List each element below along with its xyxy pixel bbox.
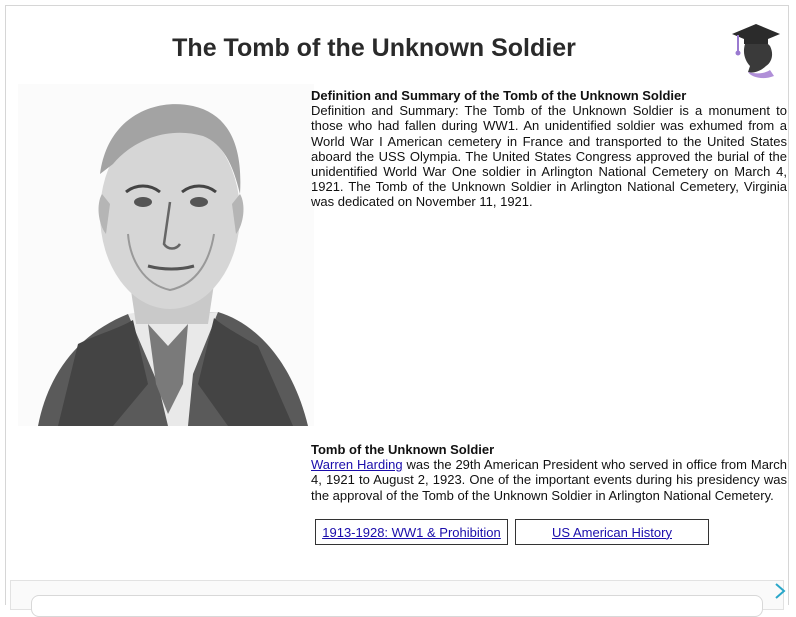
ad-choices-icon[interactable]: [774, 582, 786, 600]
ad-banner[interactable]: [10, 580, 784, 610]
harding-section: [311, 442, 787, 503]
harding-text: was the 29th American President who served in office from March 4, 1921 to August 2, 1923. One of the important events during his presidency was the approval of the Tomb of the Unknown Soldier in Arlington National Cemetery.: [311, 457, 787, 503]
us-american-history-label: US American History: [552, 524, 672, 540]
warren-harding-portrait: [18, 84, 314, 426]
page-title: The Tomb of the Unknown Soldier: [172, 34, 576, 62]
harding-heading: Tomb of the Unknown Soldier: [311, 442, 495, 457]
ad-content[interactable]: [31, 595, 763, 617]
warren-harding-link[interactable]: Warren Harding: [311, 457, 403, 473]
definition-heading: Definition and Summary of the Tomb of the Unknown Soldier: [311, 88, 687, 103]
us-american-history-button[interactable]: [515, 519, 709, 545]
definition-text: Definition and Summary: The Tomb of the Unknown Soldier is a monument to those who had fallen during WW1. An unidentified soldier was exhumed from a World War I American cemetery in France and transported to the United States aboard the USS Olympia. The United States Congress approved the burial of the unidentified World War One soldier in Arlington National Cemetery on March 4, 1921. The Tomb of the Unknown Soldier in Arlington National Cemetery, Virginia was dedicated on November 11, 1921.: [311, 103, 787, 210]
ww1-prohibition-button[interactable]: [315, 519, 508, 545]
page-frame: [5, 5, 789, 605]
harding-paragraph: [311, 457, 787, 503]
definition-section: [311, 88, 787, 210]
ww1-prohibition-label: 1913-1928: WW1 & Prohibition: [322, 524, 501, 540]
graduate-head-icon: [730, 20, 782, 82]
